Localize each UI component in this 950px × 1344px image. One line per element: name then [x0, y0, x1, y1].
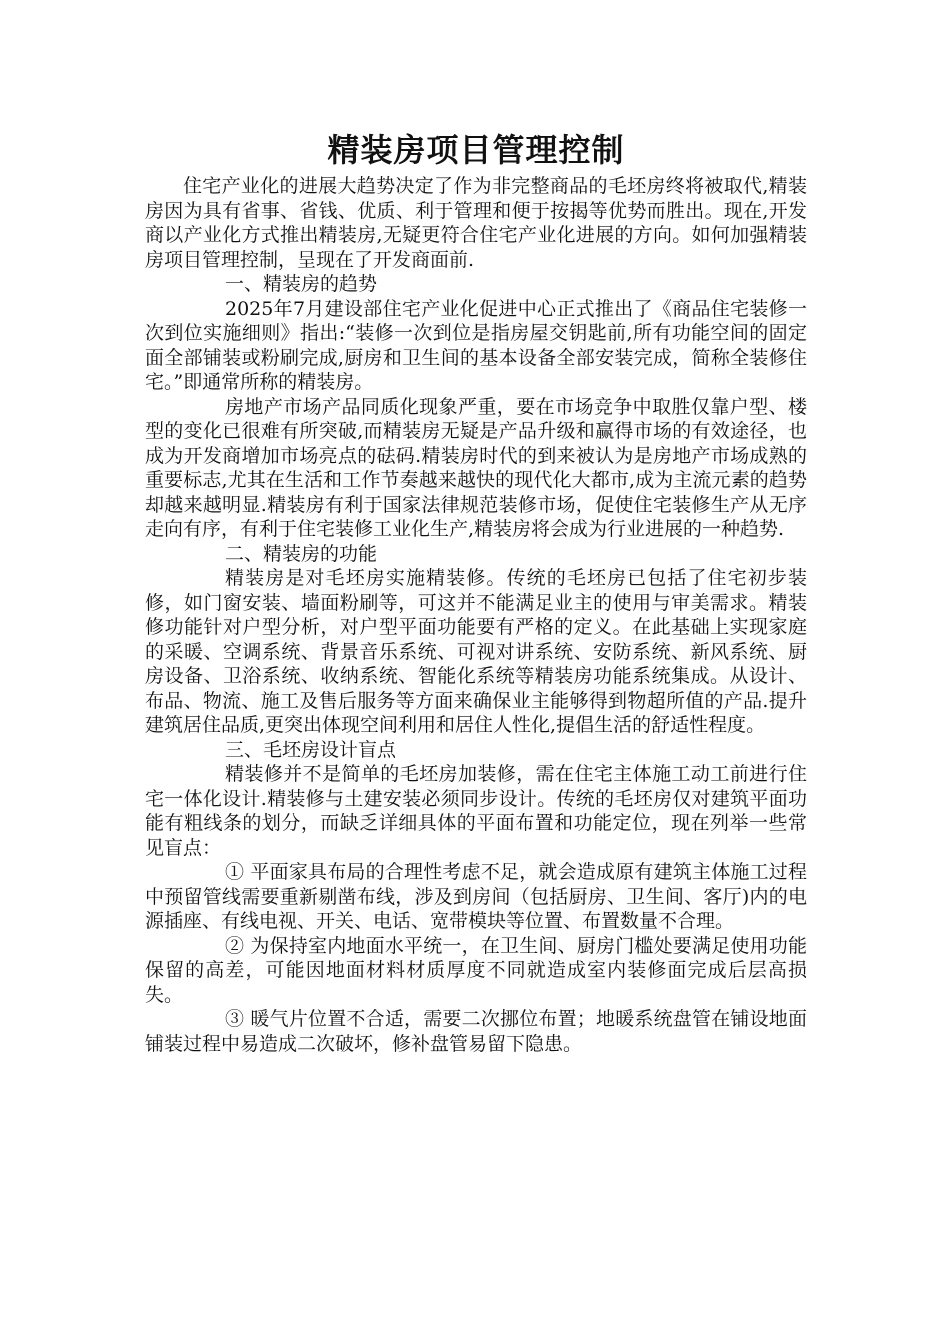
document-page — [145, 126, 807, 1056]
blind-spots-paragraph-1: 精装修并不是简单的毛坯房加装修，需在住宅主体施工动工前进行住宅一体化设计.精装修与土建安装必须同步设计。传统的毛坯房仅对建筑平面功能有粗线条的划分，而缺乏详细具体的平面布置和功能定位，现在列举一些常见盲点： — [145, 763, 807, 859]
intro-paragraph: 住宅产业化的进展大趋势决定了作为非完整商品的毛坯房终将被取代,精装房因为具有省事、省钱、优质、利于管理和便于按揭等优势而胜出。现在,开发商以产业化方式推出精装房,无疑更符合住宅产业化进展的方向。如何加强精装房项目管理控制，呈现在了开发商面前. — [145, 175, 807, 271]
function-paragraph-1: 精装房是对毛坯房实施精装修。传统的毛坯房已包括了住宅初步装修，如门窗安装、墙面粉刷等，可这并不能满足业主的使用与审美需求。精装修功能针对户型分析，对户型平面功能要有严格的定义。在此基础上实现家庭的采暖、空调系统、背景音乐系统、可视对讲系统、安防系统、新风系统、厨房设备、卫浴系统、收纳系统、智能化系统等精装房功能系统集成。从设计、布品、物流、施工及售后服务等方面来确保业主能够得到物超所值的产品.提升建筑居住品质,更突出体现空间利用和居住人性化,提倡生活的舒适性程度。 — [145, 567, 807, 736]
section-heading-trend: 一、精装房的趋势 — [225, 273, 378, 295]
blind-spot-item-1: ① 平面家具布局的合理性考虑不足，就会造成原有建筑主体施工过程中预留管线需要重新剔凿布线，涉及到房间（包括厨房、卫生间、客厅)内的电源插座、有线电视、开关、电话、宽带模块等位置、布置数量不合理。 — [145, 861, 807, 932]
trend-paragraph-2: 房地产市场产品同质化现象严重，要在市场竞争中取胜仅靠户型、楼型的变化已很难有所突破,而精装房无疑是产品升级和赢得市场的有效途径，也成为开发商增加市场亮点的砝码.精装房时代的到来被认为是房地产市场成熟的重要标志,尤其在生活和工作节奏越来越快的现代化大都市,成为主流元素的趋势却越来越明显.精装房有利于国家法律规范装修市场，促使住宅装修生产从无序走向有序，有利于住宅装修工业化生产,精装房将会成为行业进展的一种趋势. — [145, 395, 807, 540]
trend-paragraph-1: 2025年7月建设部住宅产业化促进中心正式推出了《商品住宅装修一次到位实施细则》指出:“装修一次到位是指房屋交钥匙前,所有功能空间的固定面全部铺装或粉刷完成,厨房和卫生间的基本设备全部安装完成，简称全装修住宅。”即通常所称的精装房。 — [145, 297, 807, 393]
section-heading-function: 二、精装房的功能 — [225, 542, 378, 565]
blind-spot-item-3: ③ 暖气片位置不合适，需要二次挪位布置；地暖系统盘管在铺设地面铺装过程中易造成二次破坏，修补盘管易留下隐患。 — [145, 1008, 807, 1055]
blind-spot-item-2: ② 为保持室内地面水平统一，在卫生间、厨房门槛处要满足使用功能保留的高差，可能因地面材料材质厚度不同就造成室内装修面完成后层高损失。 — [145, 934, 807, 1006]
section-heading-blind-spots: 三、毛坯房设计盲点 — [225, 738, 397, 761]
document-title: 精装房项目管理控制 — [327, 131, 625, 169]
